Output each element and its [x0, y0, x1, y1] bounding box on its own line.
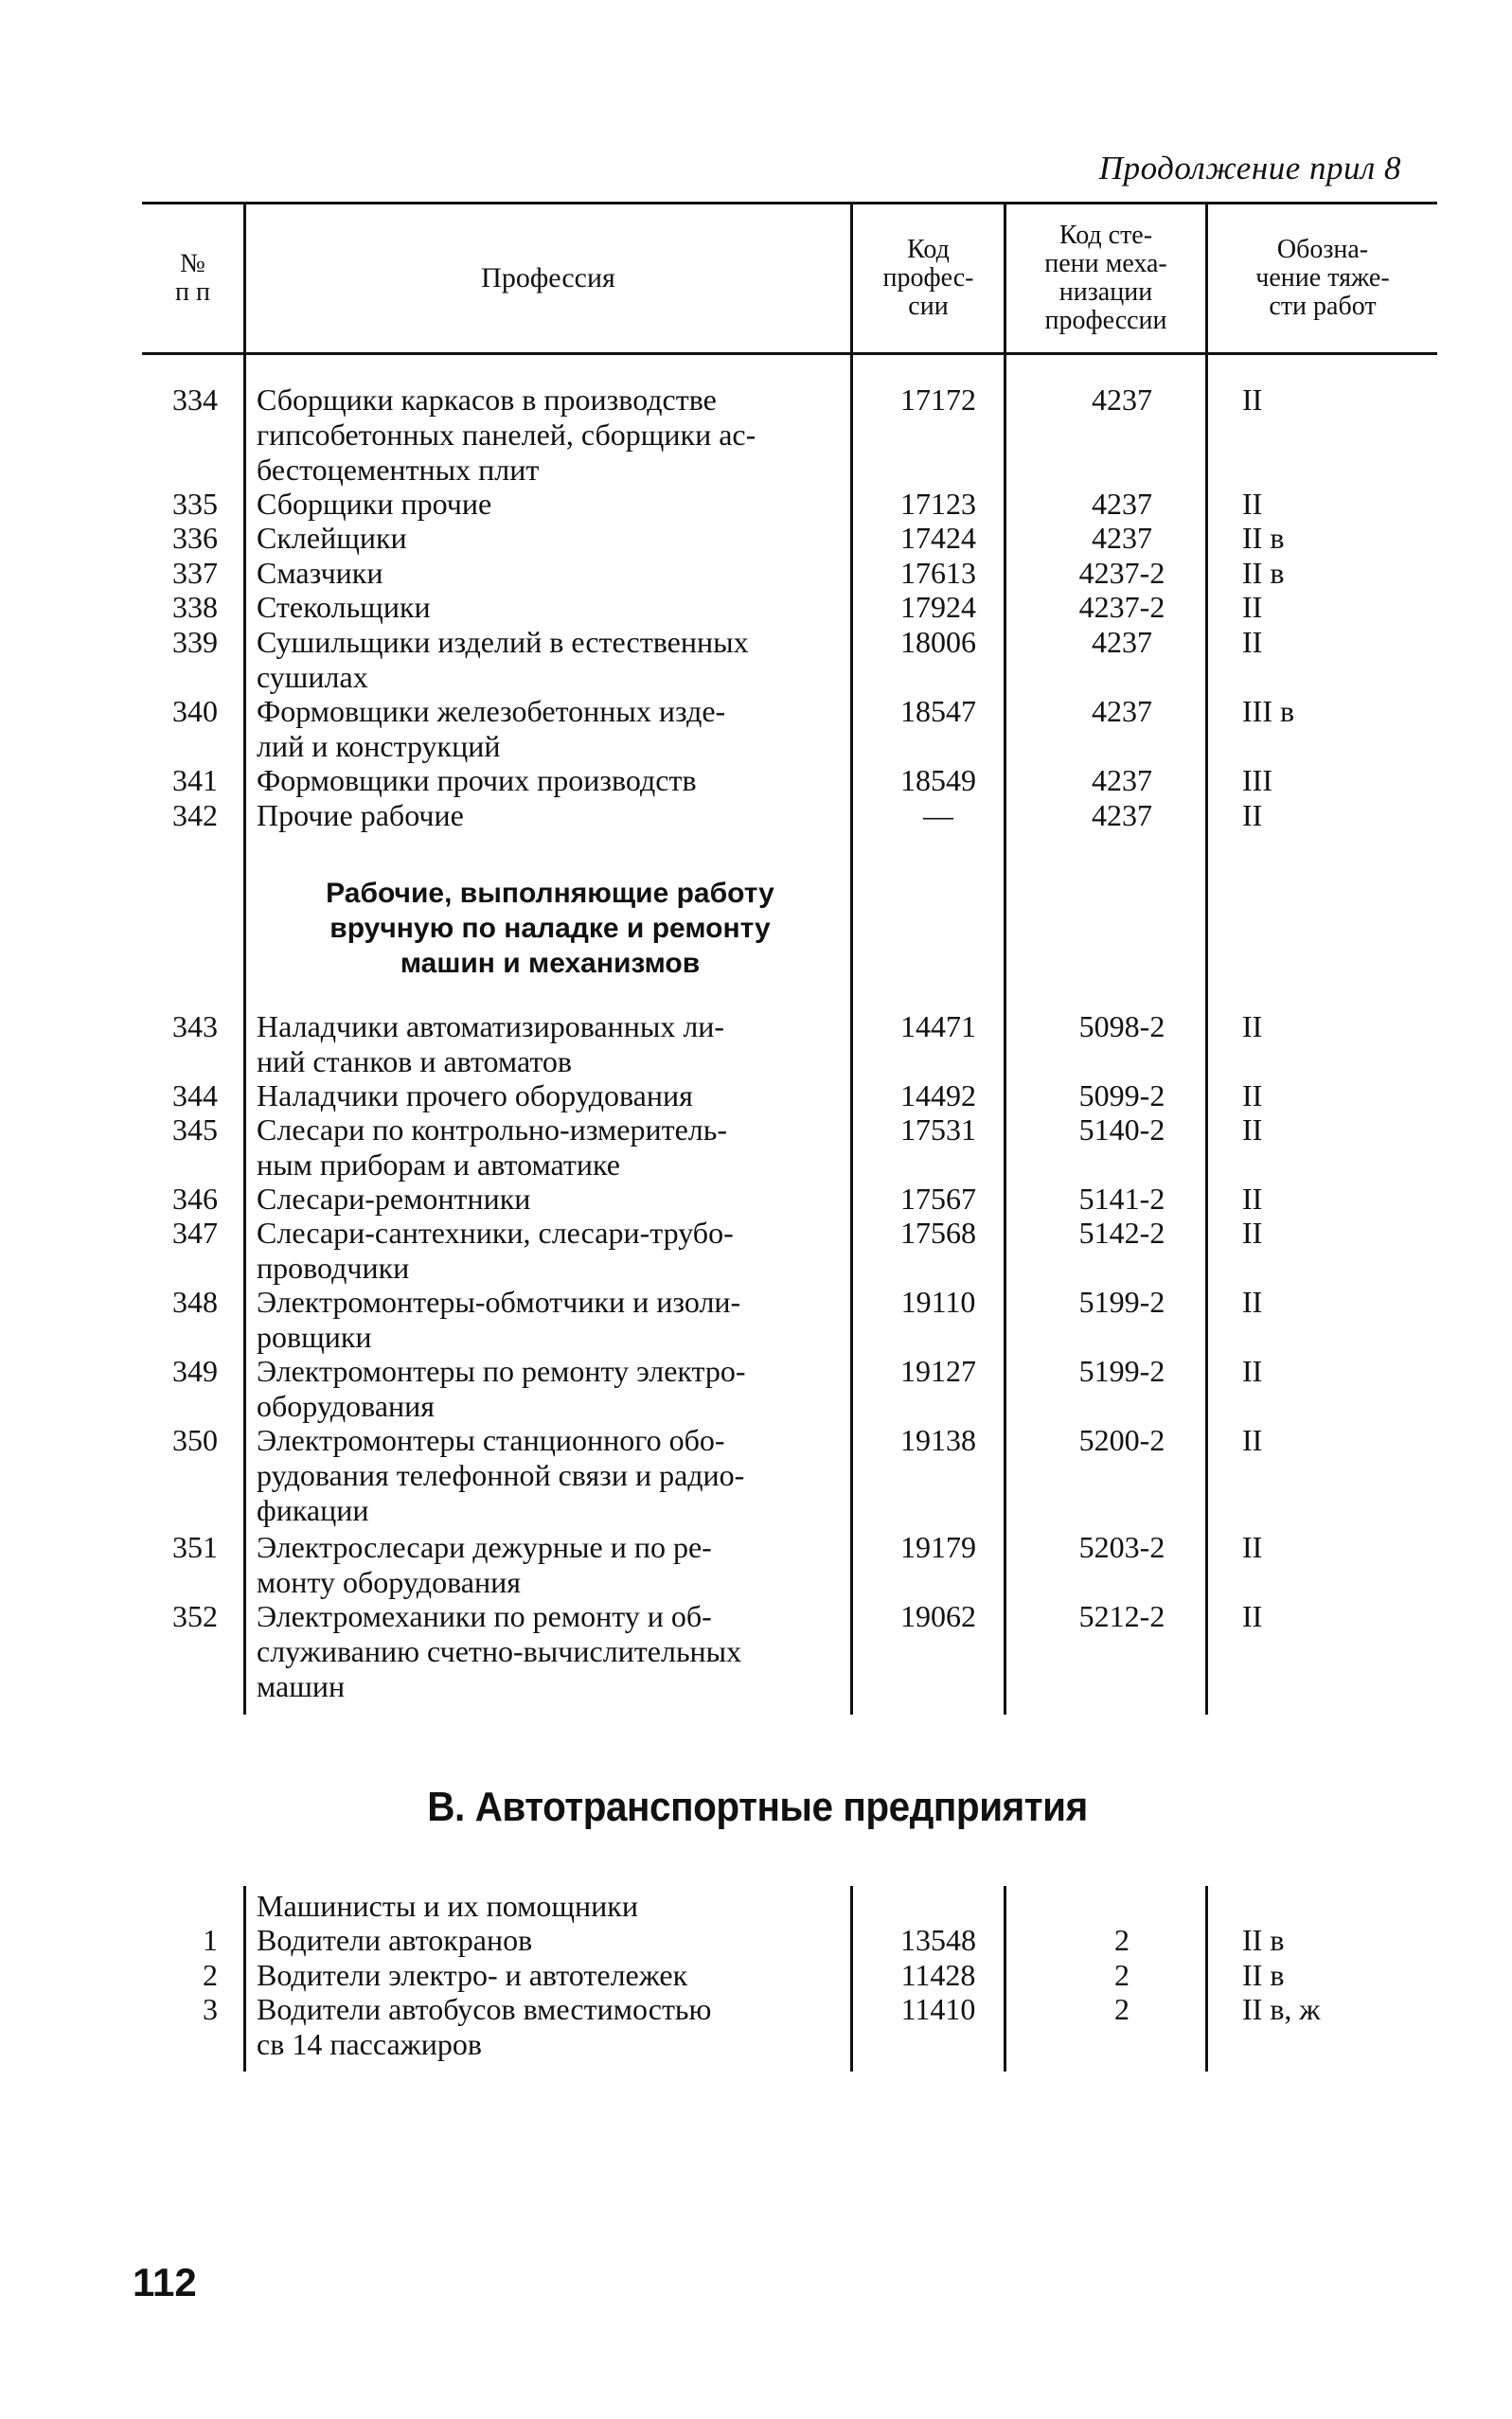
row-severity: II — [1242, 1009, 1263, 1043]
row-severity: II в, ж — [1242, 1992, 1321, 2026]
header-no: № п п — [175, 249, 210, 307]
row-mechanization: 5199-2 — [1078, 1354, 1165, 1388]
row-number: 341 — [172, 763, 218, 797]
row-number: 348 — [172, 1285, 218, 1319]
column-divider-2b — [850, 1886, 853, 2072]
row-mechanization: 5142-2 — [1078, 1216, 1165, 1250]
row-severity: II — [1242, 1078, 1263, 1112]
row-profession: Сборщики каркасов в производстве гипсобетонных панелей, сборщики ас- бестоцементных плит — [257, 382, 756, 487]
row-mechanization: 5098-2 — [1078, 1009, 1165, 1043]
row-profession: Водители автокранов — [257, 1923, 533, 1957]
row-code: 17531 — [900, 1112, 976, 1147]
row-mechanization: 2 — [1114, 1958, 1130, 1992]
row-profession: Водители автобусов вместимостью св 14 пассажиров — [257, 1992, 712, 2061]
row-severity: II — [1242, 798, 1263, 832]
row-mechanization: 5199-2 — [1078, 1285, 1165, 1319]
page-number: 112 — [133, 2260, 197, 2304]
row-number: 350 — [172, 1423, 218, 1457]
row-severity: II в — [1242, 1923, 1285, 1957]
row-code: 17172 — [900, 382, 976, 417]
column-divider-1b — [243, 1886, 246, 2072]
row-code: 17613 — [900, 556, 976, 590]
row-profession: Формовщики прочих производств — [257, 763, 697, 797]
row-profession: Слесари-ремонтники — [257, 1182, 531, 1216]
table-header-bottom-rule — [142, 352, 1437, 355]
row-number: 347 — [172, 1216, 218, 1250]
row-code: 19062 — [900, 1599, 976, 1633]
row-number: 349 — [172, 1354, 218, 1388]
row-severity: II — [1242, 1530, 1263, 1564]
column-divider-1 — [243, 204, 246, 1715]
header-mechanization: Код сте- пени меха- низации профессии — [1044, 221, 1167, 335]
row-severity: III в — [1242, 694, 1295, 728]
row-severity: II — [1242, 1354, 1263, 1388]
row-profession: Наладчики прочего оборудования — [257, 1078, 693, 1112]
row-number: 344 — [172, 1078, 218, 1112]
continuation-header: Продолжение прил 8 — [1098, 150, 1401, 187]
row-severity: II — [1242, 1285, 1263, 1319]
row-profession: Слесари по контрольно-измеритель- ным приборам и автоматике — [257, 1112, 727, 1182]
row-mechanization: 2 — [1114, 1923, 1130, 1957]
row-profession: Электромеханики по ремонту и об- служиванию счетно-вычислительных машин — [257, 1599, 742, 1703]
row-code: 19138 — [900, 1423, 976, 1457]
row-profession: Смазчики — [257, 556, 383, 590]
column-divider-4 — [1205, 204, 1208, 1715]
row-profession: Сборщики прочие — [257, 487, 492, 521]
row-mechanization: 4237 — [1092, 625, 1152, 659]
row-code: 14492 — [900, 1078, 976, 1112]
row-profession: Склейщики — [257, 521, 407, 555]
row-code: 17567 — [900, 1182, 976, 1216]
row-mechanization: 5203-2 — [1078, 1530, 1165, 1564]
row-mechanization: 4237-2 — [1078, 590, 1165, 624]
row-number: 1 — [203, 1923, 218, 1957]
row-profession: Формовщики железобетонных изде- лий и конструкций — [257, 694, 726, 763]
row-code: — — [923, 798, 953, 832]
row-code: 17568 — [900, 1216, 976, 1250]
header-severity: Обозна- чение тяже- сти работ — [1255, 235, 1390, 321]
row-severity: II в — [1242, 1958, 1285, 1992]
header-code: Код профес- сии — [882, 235, 974, 321]
row-code: 17424 — [900, 521, 976, 555]
row-number: 351 — [172, 1530, 218, 1564]
column-divider-3 — [1004, 204, 1006, 1715]
row-profession: Водители электро- и автотележек — [257, 1958, 688, 1992]
row-profession: Электромонтеры-обмотчики и изоли- ровщики — [257, 1285, 741, 1354]
row-number: 2 — [203, 1958, 218, 1992]
header-profession: Профессия — [481, 262, 615, 293]
row-severity: III — [1242, 763, 1272, 797]
row-mechanization: 5141-2 — [1078, 1182, 1165, 1216]
row-number: 346 — [172, 1182, 218, 1216]
row-number: 336 — [172, 521, 218, 555]
row-mechanization: 5140-2 — [1078, 1112, 1165, 1147]
row-number: 340 — [172, 694, 218, 728]
row-mechanization: 4237 — [1092, 382, 1152, 417]
row-mechanization: 4237-2 — [1078, 556, 1165, 590]
row-code: 19179 — [900, 1530, 976, 1564]
row-profession: Электромонтеры станционного обо- рудования телефонной связи и радио- фикации — [257, 1423, 745, 1527]
row-mechanization: 4237 — [1092, 763, 1152, 797]
row-code: 11428 — [900, 1958, 976, 1992]
section-heading-adjusters: Рабочие, выполняющие работу вручную по наладке и ремонту машин и механизмов — [326, 878, 774, 979]
row-severity: II — [1242, 590, 1263, 624]
row-number: 342 — [172, 798, 218, 832]
row-number: 3 — [203, 1992, 218, 2026]
row-profession: Машинисты и их помощники — [257, 1889, 638, 1923]
row-number: 334 — [172, 382, 218, 417]
section-b-heading: В. Автотранспортные предприятия — [427, 1784, 1088, 1830]
row-number: 339 — [172, 625, 218, 659]
row-profession: Стекольщики — [257, 590, 431, 624]
row-mechanization: 4237 — [1092, 694, 1152, 728]
row-mechanization: 4237 — [1092, 521, 1152, 555]
row-severity: II — [1242, 1423, 1263, 1457]
row-profession: Сушильщики изделий в естественных сушилах — [257, 625, 749, 694]
row-profession: Электрослесари дежурные и по ре- монту оборудования — [257, 1530, 712, 1599]
row-code: 19127 — [900, 1354, 976, 1388]
row-code: 11410 — [900, 1992, 976, 2026]
row-number: 343 — [172, 1009, 218, 1043]
row-code: 18549 — [900, 763, 976, 797]
row-number: 338 — [172, 590, 218, 624]
row-mechanization: 5099-2 — [1078, 1078, 1165, 1112]
row-mechanization: 5212-2 — [1078, 1599, 1165, 1633]
row-severity: II — [1242, 382, 1263, 417]
row-number: 345 — [172, 1112, 218, 1147]
row-severity: II — [1242, 1599, 1263, 1633]
row-severity: II — [1242, 1182, 1263, 1216]
row-severity: II в — [1242, 556, 1285, 590]
row-code: 14471 — [900, 1009, 976, 1043]
row-mechanization: 5200-2 — [1078, 1423, 1165, 1457]
row-code: 13548 — [900, 1923, 976, 1957]
row-profession: Слесари-сантехники, слесари-трубо- проводчики — [257, 1216, 734, 1285]
row-code: 18547 — [900, 694, 976, 728]
row-severity: II в — [1242, 521, 1285, 555]
row-severity: II — [1242, 1112, 1263, 1147]
row-severity: II — [1242, 1216, 1263, 1250]
row-profession: Наладчики автоматизированных ли- ний станков и автоматов — [257, 1009, 725, 1078]
column-divider-2 — [850, 204, 853, 1715]
row-mechanization: 2 — [1114, 1992, 1130, 2026]
row-number: 335 — [172, 487, 218, 521]
row-mechanization: 4237 — [1092, 798, 1152, 832]
row-code: 19110 — [900, 1285, 976, 1319]
row-profession: Электромонтеры по ремонту электро- оборудования — [257, 1354, 746, 1423]
row-code: 17924 — [900, 590, 976, 624]
row-code: 18006 — [900, 625, 976, 659]
row-number: 352 — [172, 1599, 218, 1633]
row-code: 17123 — [900, 487, 976, 521]
row-severity: II — [1242, 625, 1263, 659]
row-mechanization: 4237 — [1092, 487, 1152, 521]
row-severity: II — [1242, 487, 1263, 521]
row-number: 337 — [172, 556, 218, 590]
row-profession: Прочие рабочие — [257, 798, 464, 832]
